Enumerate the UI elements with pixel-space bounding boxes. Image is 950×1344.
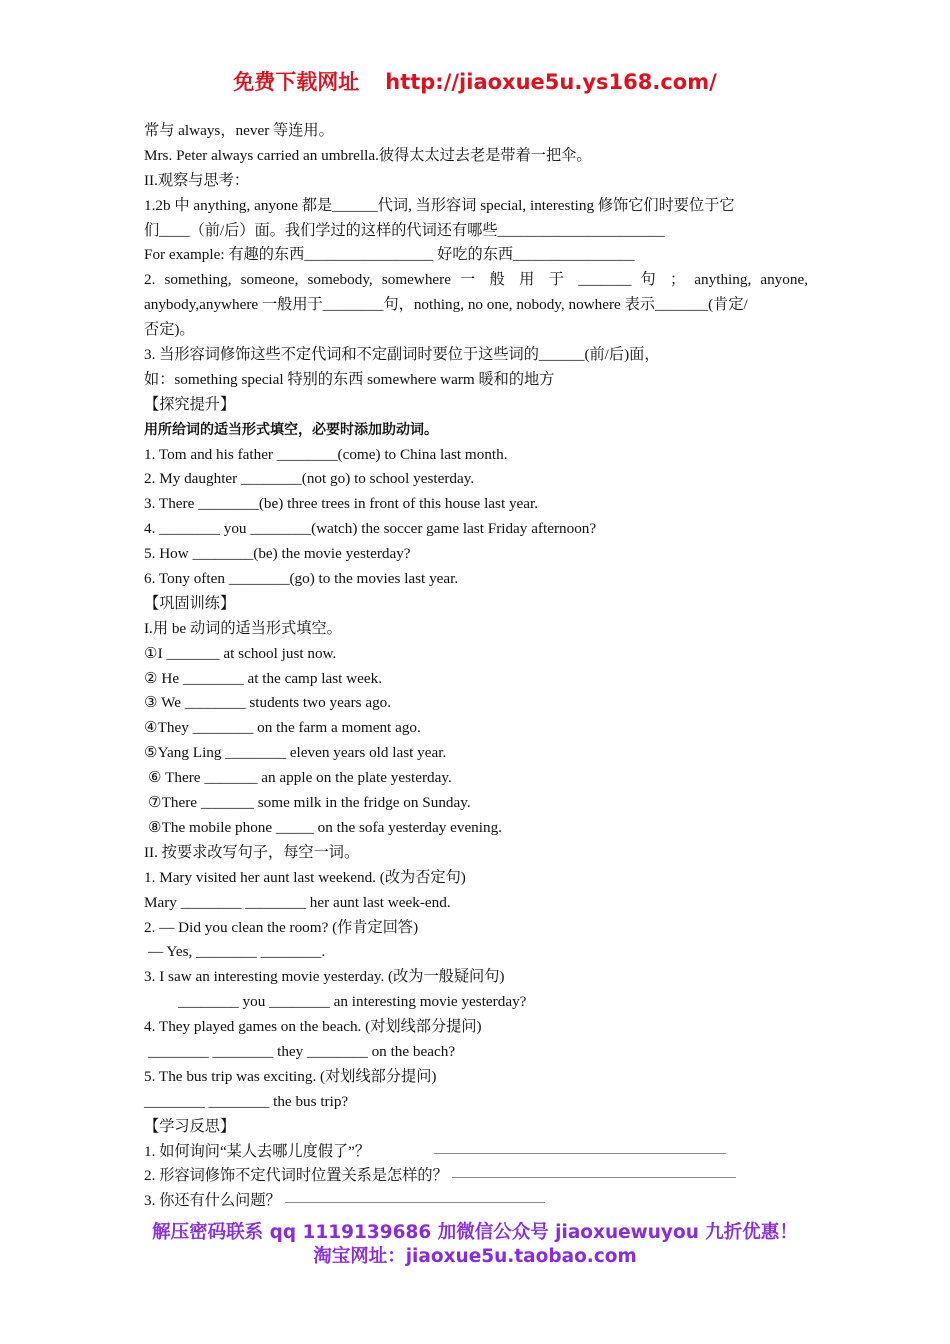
exercise-item: ⑥ There _______ an apple on the plate yesterday. xyxy=(148,769,452,787)
text-line: 如：something special 特别的东西 somewhere warm 暖和的地方 xyxy=(144,370,555,388)
exercise-item: ② He ________ at the camp last week. xyxy=(144,669,382,687)
section-heading: 【学习反思】 xyxy=(144,1117,236,1135)
exercise-item: 6. Tony often ________(go) to the movies last year. xyxy=(144,570,459,588)
exercise-item: ⑤Yang Ling ________ eleven years old last year. xyxy=(144,744,447,762)
text-line: 2. something, someone, somebody, somewhere 一 般 用 于 _______ 句 ； anything, anyone, xyxy=(144,271,808,289)
text-line: 否定)。 xyxy=(144,321,195,339)
section-heading: II.观察与思考： xyxy=(144,171,250,189)
exercise-item: 5. How ________(be) the movie yesterday? xyxy=(144,545,411,563)
download-banner xyxy=(0,66,950,96)
reflection-question: 1. 如何询问“某人去哪儿度假了”？ xyxy=(144,1140,808,1165)
text-line: 们____（前/后）面。我们学过的这样的代词还有哪些______________________ xyxy=(144,221,665,239)
worksheet-body xyxy=(144,119,808,1214)
exercise-item: 1. Tom and his father ________(come) to China last month. xyxy=(144,445,508,463)
footer-contact: 解压密码联系 qq 1119139686 加微信公众号 jiaoxuewuyou 九折优惠！ xyxy=(152,1222,798,1243)
exercise-item: ③ We ________ students two years ago. xyxy=(144,694,392,712)
exercise-item: ________ ________ they ________ on the beach? xyxy=(148,1042,456,1060)
exercise-item: ⑧The mobile phone _____ on the sofa yesterday evening. xyxy=(148,818,502,836)
exercise-item: 2. My daughter ________(not go) to school yesterday. xyxy=(144,470,475,488)
instruction-heading: 用所给词的适当形式填空，必要时添加助动词。 xyxy=(144,421,438,438)
exercise-item: ________ ________ the bus trip? xyxy=(144,1092,349,1110)
exercise-item: 3. There ________(be) three trees in front of this house last year. xyxy=(144,495,539,513)
exercise-item: — Yes, ________ ________. xyxy=(148,943,326,961)
download-url-link[interactable]: http://jiaoxue5u.ys168.com/ xyxy=(385,70,717,94)
footer-taobao[interactable]: 淘宝网址：jiaoxue5u.taobao.com xyxy=(313,1246,637,1267)
text-line: 3. 当形容词修饰这些不定代词和不定副词时要位于这些词的______(前/后)面， xyxy=(144,346,660,364)
exercise-item: 1. Mary visited her aunt last weekend. (改为否定句) xyxy=(144,868,466,886)
reflection-question: 2. 形容词修饰不定代词时位置关系是怎样的？ xyxy=(144,1164,808,1189)
text-line: For example: 有趣的东西_________________ 好吃的东西________________ xyxy=(144,246,635,264)
exercise-item: 3. I saw an interesting movie yesterday. (改为一般疑问句) xyxy=(144,968,505,986)
exercise-item: ①I _______ at school just now. xyxy=(144,644,337,662)
section-heading: 【巩固训练】 xyxy=(144,594,236,612)
text-line: 常与 always，never 等连用。 xyxy=(144,122,334,139)
exercise-item: 4. ________ you ________(watch) the soccer game last Friday afternoon? xyxy=(144,520,597,538)
exercise-item: ④They ________ on the farm a moment ago. xyxy=(144,719,421,737)
answer-line xyxy=(285,1201,545,1203)
exercise-item: Mary ________ ________ her aunt last week-end. xyxy=(144,893,451,911)
text-line: II. 按要求改写句子，每空一词。 xyxy=(144,843,360,861)
answer-line xyxy=(434,1152,726,1154)
answer-line xyxy=(452,1176,736,1178)
exercise-item: ________ you ________ an interesting movie yesterday? xyxy=(178,993,527,1011)
exercise-item: 2. — Did you clean the room? (作肯定回答) xyxy=(144,918,419,936)
text-line: I.用 be 动词的适当形式填空。 xyxy=(144,619,342,637)
download-label: 免费下载网址 xyxy=(233,70,360,94)
text-line: anybody,anywhere 一般用于________句，nothing, no one, nobody, nowhere 表示_______(肯定/ xyxy=(144,296,748,314)
section-heading: 【探究提升】 xyxy=(144,395,236,413)
text-line: Mrs. Peter always carried an umbrella.彼得太太过去老是带着一把伞。 xyxy=(144,146,592,164)
exercise-item: 5. The bus trip was exciting. (对划线部分提问) xyxy=(144,1067,437,1085)
reflection-question: 3. 你还有什么问题？ xyxy=(144,1189,808,1214)
exercise-item: 4. They played games on the beach. (对划线部分提问) xyxy=(144,1018,482,1036)
text-line: 1.2b 中 anything, anyone 都是______代词, 当形容词 special, interesting 修饰它们时要位于它 xyxy=(144,196,735,214)
exercise-item: ⑦There _______ some milk in the fridge on Sunday. xyxy=(148,794,471,812)
